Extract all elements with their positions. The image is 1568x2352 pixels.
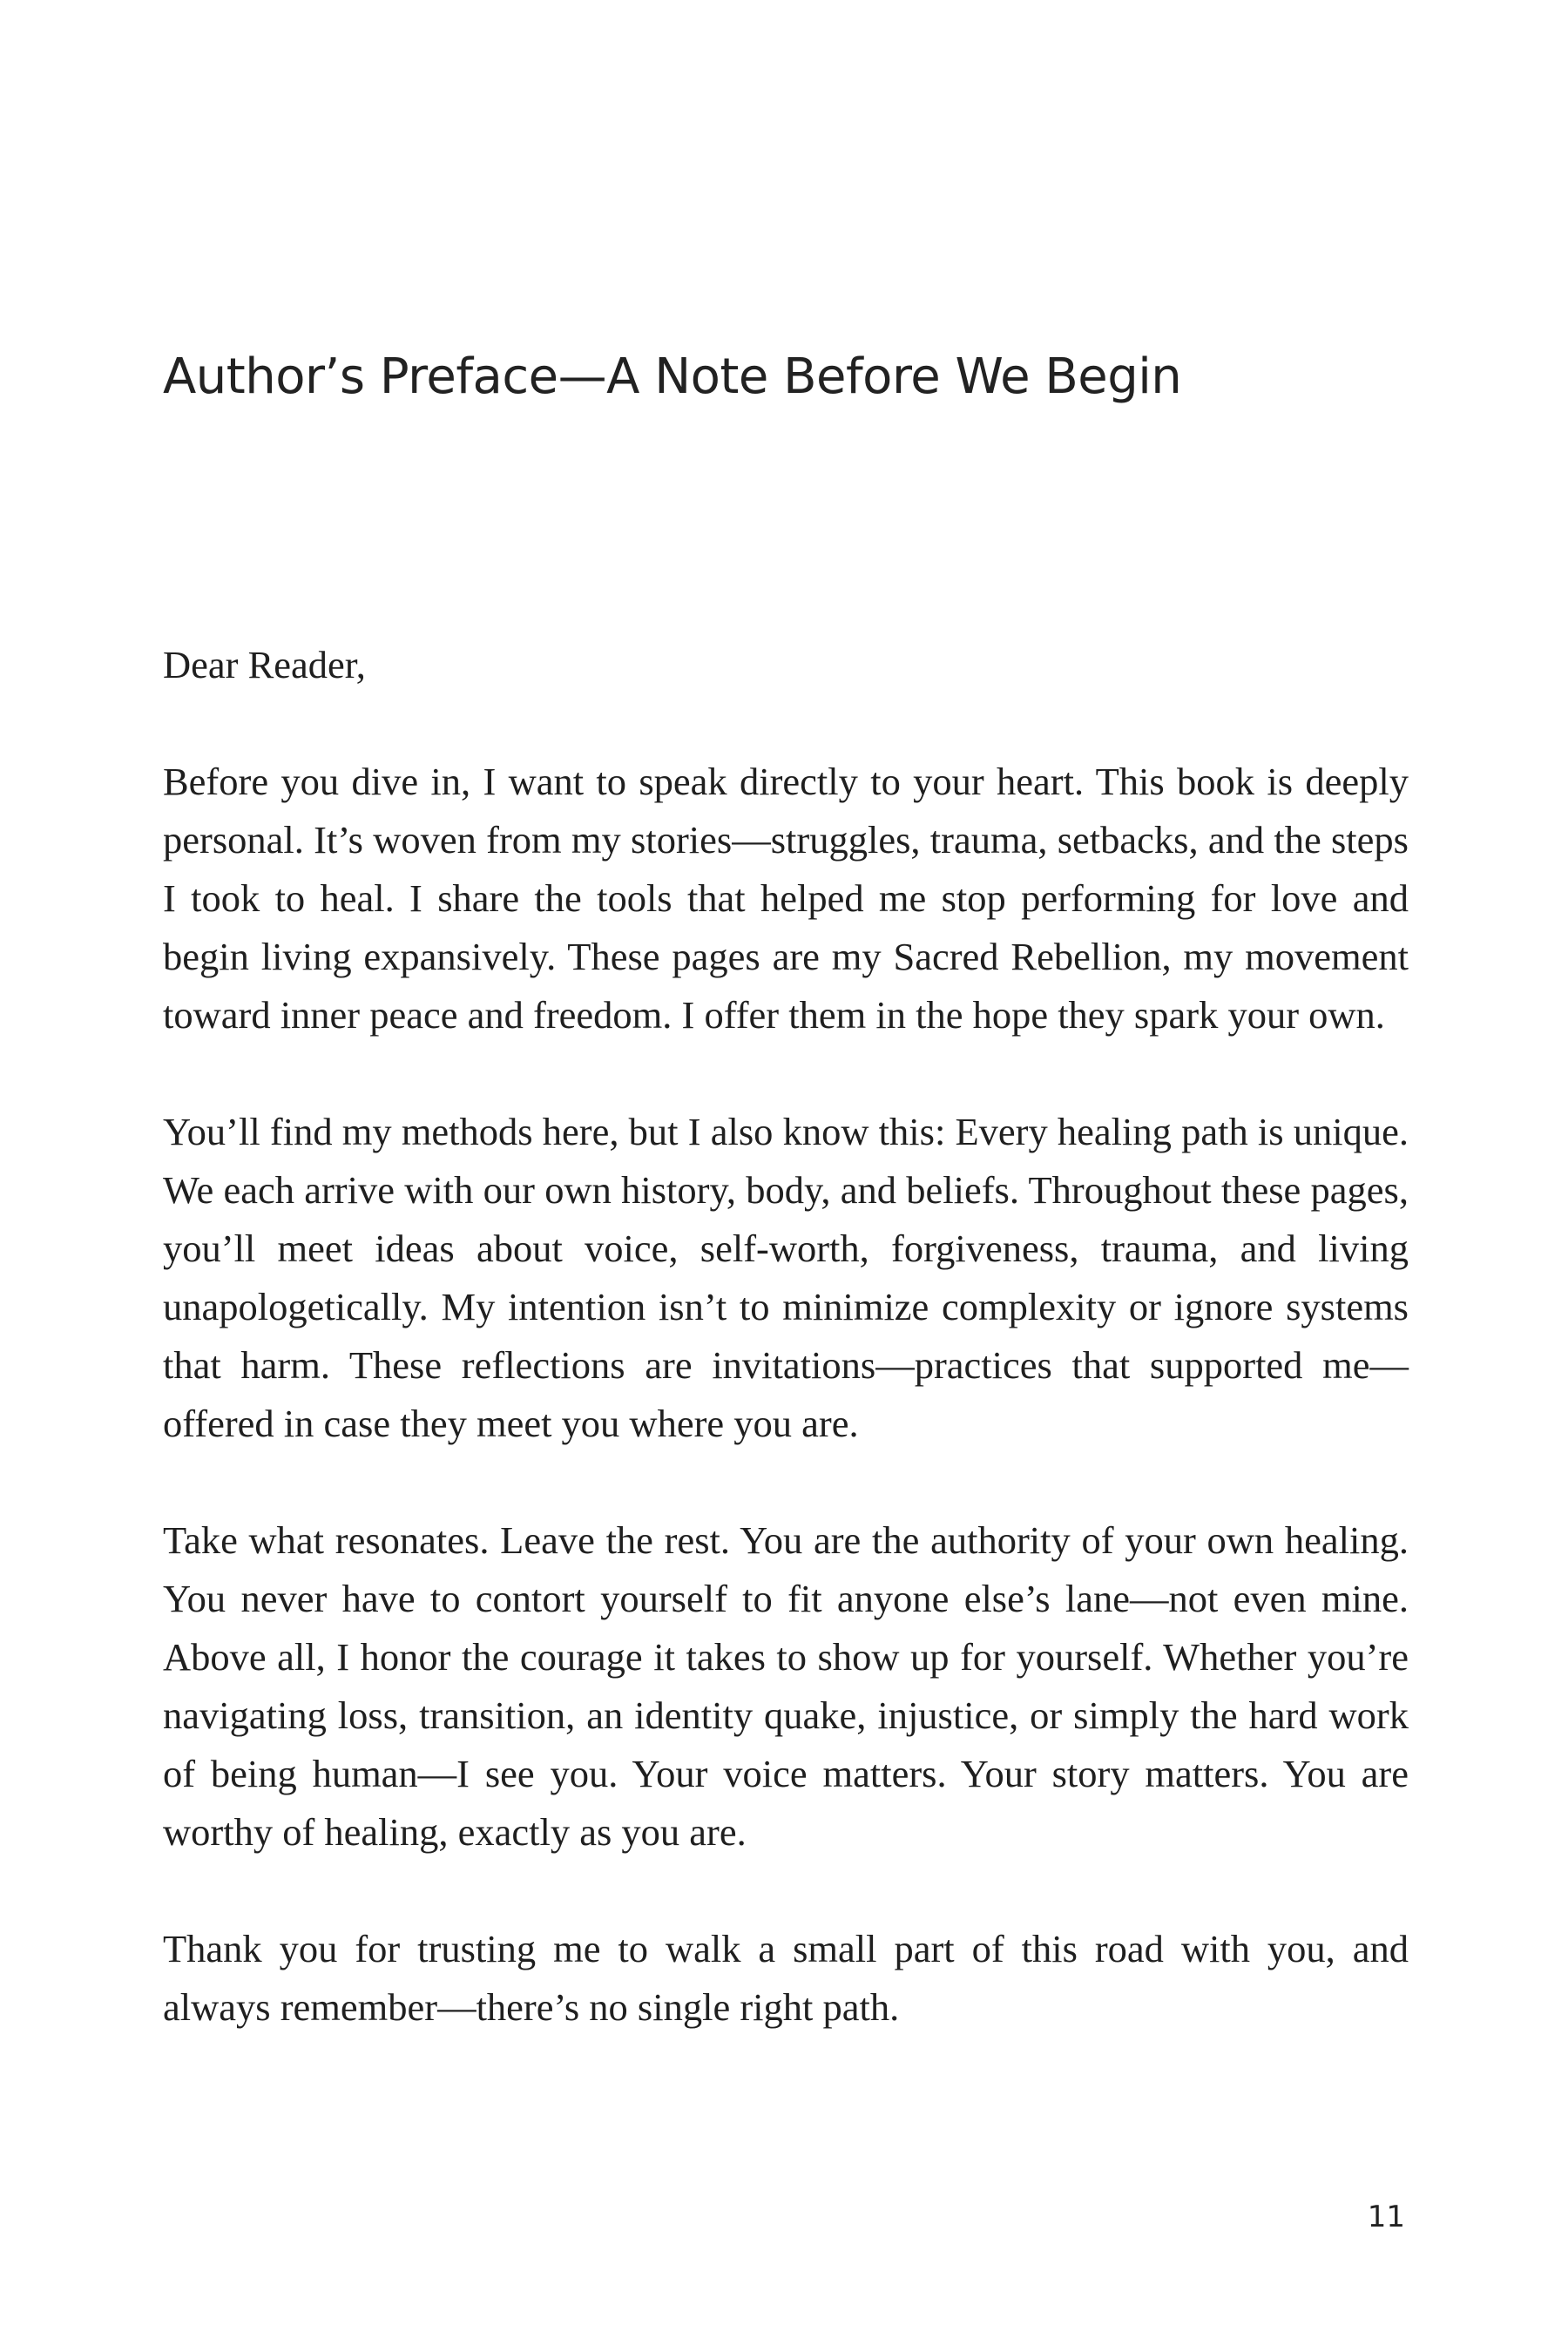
paragraph-1: Before you dive in, I want to speak directly to your heart. This book is deeply personal. It’s woven from my stories—struggles, trauma, setbacks, and the steps I took to heal. I share the tools that helped me stop performing for love and begin living expansively. These pages are my Sacred Rebellion, my movement toward inner peace and freedom. I offer them in the hope they spark your own. — [163, 760, 1409, 1037]
salutation: Dear Reader, — [163, 643, 366, 686]
page-number: 11 — [1367, 2200, 1405, 2234]
paragraph-4: Thank you for trusting me to walk a small part of this road with you, and always remember—there’s no single right path. — [163, 1927, 1409, 2029]
body-text — [163, 636, 1409, 2095]
paragraph-2: You’ll find my methods here, but I also know this: Every healing path is unique. We each arrive with our own history, body, and beliefs. Throughout these pages, you’ll meet ideas about voice, self-worth, forgiveness, trauma, and living unapologetically. My intention isn’t to minimize complexity or ignore systems that harm. These reflections are invitations—practices that supported me—offered in case they meet you where you are. — [163, 1110, 1409, 1445]
chapter-title: Author’s Preface—A Note Before We Begin — [163, 348, 1182, 405]
paragraph-3: Take what resonates. Leave the rest. You are the authority of your own healing. You never have to contort yourself to fit anyone else’s lane—not even mine. Above all, I honor the courage it takes to show up for yourself. Whether you’re navigating loss, transition, an identity quake, injustice, or simply the hard work of being human—I see you. Your voice matters. Your story matters. You are worthy of healing, exactly as you are. — [163, 1518, 1409, 1854]
